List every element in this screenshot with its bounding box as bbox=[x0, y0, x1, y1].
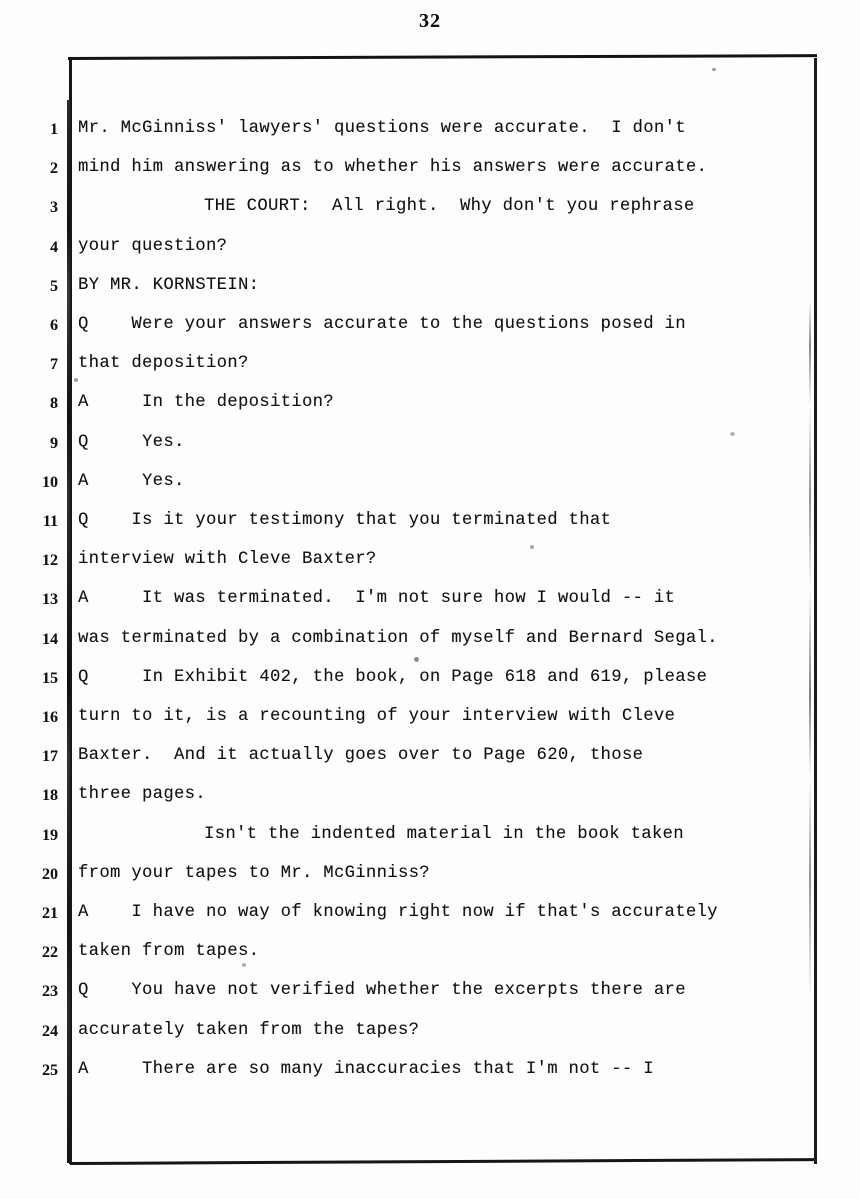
transcript-line-number: 11 bbox=[42, 513, 58, 530]
transcript-line-text: BY MR. KORNSTEIN: bbox=[78, 275, 260, 295]
transcript-line-text: mind him answering as to whether his answers were accurate. bbox=[78, 158, 708, 178]
transcript-line-number: 20 bbox=[42, 865, 58, 883]
transcript-line-text: taken from tapes. bbox=[78, 942, 260, 962]
transcript-line bbox=[0, 1020, 860, 1062]
transcript-line-number: 19 bbox=[42, 826, 58, 844]
transcript-line-text: turn to it, is a recounting of your interview with Cleve bbox=[78, 707, 676, 726]
transcript-line bbox=[0, 905, 860, 944]
transcript-line-number: 9 bbox=[50, 434, 58, 452]
transcript-line bbox=[0, 432, 860, 474]
transcript-line-text: was terminated by a combination of myself and Bernard Segal. bbox=[78, 628, 718, 648]
transcript-line-number: 25 bbox=[42, 1061, 58, 1079]
transcript-line-text: your question? bbox=[78, 236, 228, 256]
transcript-line bbox=[0, 356, 860, 395]
transcript-line bbox=[0, 471, 860, 513]
transcript-line-text: A There are so many inaccuracies that I'm not -- I bbox=[78, 1059, 654, 1079]
transcript-line-text: THE COURT: All right. Why don't you rephrase bbox=[204, 197, 695, 217]
transcript-line-text: Q You have not verified whether the excerpts there are bbox=[78, 981, 686, 1001]
transcript-line bbox=[0, 944, 860, 983]
transcript-line-text: that deposition? bbox=[78, 354, 249, 374]
transcript-line bbox=[0, 236, 860, 278]
transcript-line-text: A I have no way of knowing right now if that's accurately bbox=[78, 903, 718, 922]
transcript-line-number: 24 bbox=[42, 1022, 58, 1040]
transcript-line bbox=[0, 748, 860, 787]
transcript-line-number: 21 bbox=[42, 905, 58, 922]
transcript-line-text: three pages. bbox=[78, 785, 206, 805]
transcript-line-number: 18 bbox=[42, 787, 58, 805]
transcript-line-number: 10 bbox=[42, 473, 58, 491]
transcript-line-number: 1 bbox=[50, 121, 58, 138]
transcript-line-text: Q In Exhibit 402, the book, on Page 618 and 619, please bbox=[78, 667, 708, 687]
transcript-line-number: 4 bbox=[50, 238, 58, 256]
transcript-line bbox=[0, 824, 860, 866]
transcript-line-number: 6 bbox=[50, 317, 58, 334]
transcript-line bbox=[0, 591, 860, 630]
transcript-line-number: 8 bbox=[50, 395, 58, 413]
transcript-line-text: Mr. McGinniss' lawyers' questions were accurate. I don't bbox=[78, 119, 686, 138]
page-number: 32 bbox=[419, 10, 441, 32]
transcript-line-text: A It was terminated. I'm not sure how I would -- it bbox=[78, 589, 676, 609]
transcript-line-number: 15 bbox=[42, 669, 58, 687]
transcript-line-text: Q Yes. bbox=[78, 432, 185, 452]
transcript-line-text: Q Were your answers accurate to the questions posed in bbox=[78, 315, 686, 334]
transcript-line-text: Q Is it your testimony that you terminated that bbox=[78, 511, 612, 530]
transcript-line bbox=[0, 983, 860, 1022]
transcript-line-number: 22 bbox=[42, 944, 58, 962]
transcript-line-text: Baxter. And it actually goes over to Page 620, those bbox=[78, 746, 644, 766]
transcript-line bbox=[0, 1059, 860, 1101]
transcript-line-text: accurately taken from the tapes? bbox=[78, 1020, 420, 1040]
transcript-line bbox=[0, 121, 860, 160]
transcript-line-number: 3 bbox=[50, 199, 58, 217]
transcript-line bbox=[0, 275, 860, 317]
transcript-line-text: interview with Cleve Baxter? bbox=[78, 550, 377, 570]
transcript-line-number: 2 bbox=[50, 160, 58, 178]
transcript-line-number: 14 bbox=[42, 630, 58, 648]
transcript-line bbox=[0, 628, 860, 670]
transcript-line bbox=[0, 160, 860, 199]
transcript-line-text: A In the deposition? bbox=[78, 393, 334, 413]
transcript-line bbox=[0, 317, 860, 356]
transcript-line-number: 7 bbox=[50, 356, 58, 374]
transcript-line-number: 5 bbox=[50, 277, 58, 295]
transcript-line bbox=[0, 787, 860, 826]
transcript-line-text: Isn't the indented material in the book taken bbox=[204, 824, 684, 844]
transcript-line bbox=[0, 552, 860, 591]
transcript-line bbox=[0, 395, 860, 434]
transcript-line-number: 16 bbox=[42, 709, 58, 726]
transcript-line-text: from your tapes to Mr. McGinniss? bbox=[78, 863, 430, 883]
transcript-line bbox=[0, 199, 860, 238]
transcript-line-number: 17 bbox=[42, 748, 58, 766]
transcript-line bbox=[0, 863, 860, 905]
transcript-line-number: 12 bbox=[42, 552, 58, 570]
transcript-line bbox=[0, 513, 860, 552]
transcript-line-text: A Yes. bbox=[78, 471, 185, 491]
transcript-line bbox=[0, 667, 860, 709]
transcript-line-number: 23 bbox=[42, 983, 58, 1001]
transcript-line bbox=[0, 709, 860, 748]
transcript-line-number: 13 bbox=[42, 591, 58, 609]
